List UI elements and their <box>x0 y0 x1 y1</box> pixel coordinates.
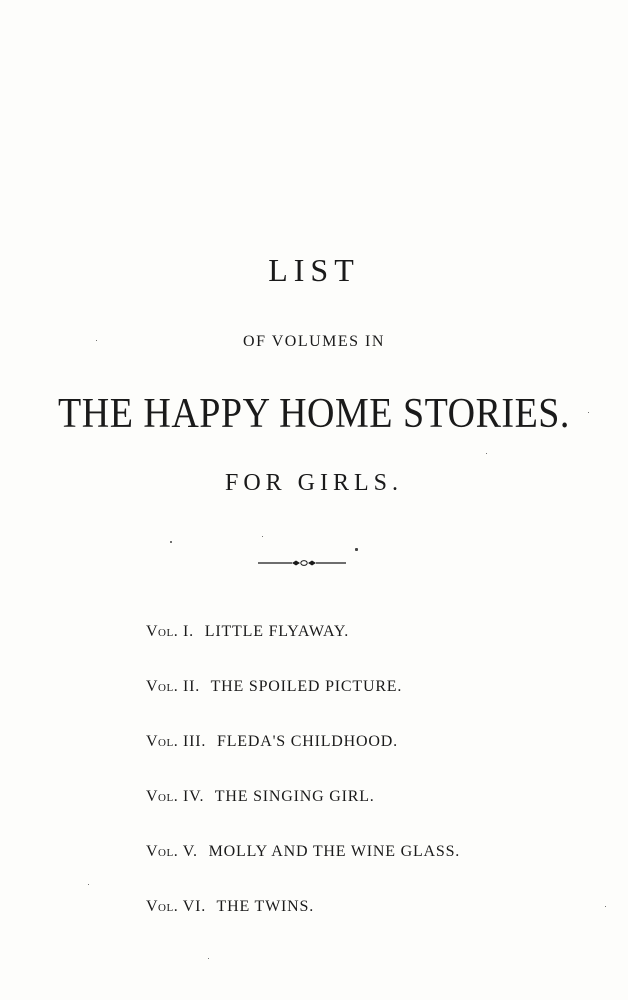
series-title: THE HAPPY HOME STORIES. <box>58 390 570 438</box>
volume-number: III. <box>183 733 207 750</box>
print-speck <box>486 453 487 454</box>
print-speck <box>208 958 209 959</box>
volume-list <box>146 620 616 950</box>
of-volumes-line: OF VOLUMES IN <box>243 333 385 350</box>
volume-prefix: Vol. <box>146 898 179 915</box>
divider-ornament-icon <box>258 556 348 570</box>
volume-item <box>146 730 616 785</box>
volume-prefix: Vol. <box>146 678 179 695</box>
volume-number: II. <box>183 678 201 695</box>
print-speck <box>355 548 358 551</box>
print-speck <box>170 541 172 543</box>
print-speck <box>96 340 97 341</box>
list-heading: LIST <box>268 252 360 288</box>
volume-item <box>146 675 616 730</box>
volume-title: THE SINGING GIRL. <box>214 788 375 805</box>
volume-prefix: Vol. <box>146 788 179 805</box>
volume-title: THE SPOILED PICTURE. <box>210 678 403 695</box>
volume-prefix: Vol. <box>146 733 179 750</box>
volume-prefix: Vol. <box>146 623 179 640</box>
volume-item <box>146 895 616 950</box>
volume-number: IV. <box>183 788 205 805</box>
print-speck <box>88 884 89 885</box>
volume-number: VI. <box>182 898 207 915</box>
print-speck <box>588 412 589 413</box>
volume-title: MOLLY AND THE WINE GLASS. <box>208 843 461 860</box>
volume-title: THE TWINS. <box>216 898 315 915</box>
volume-item <box>146 785 616 840</box>
volume-title: LITTLE FLYAWAY. <box>204 623 350 640</box>
volume-title: FLEDA'S CHILDHOOD. <box>217 733 398 750</box>
volume-item <box>146 620 616 675</box>
volume-prefix: Vol. <box>146 843 179 860</box>
print-speck <box>262 536 263 537</box>
volume-item <box>146 840 616 895</box>
print-speck <box>605 906 606 907</box>
series-subtitle: FOR GIRLS. <box>224 470 404 496</box>
volume-number: I. <box>183 623 194 640</box>
volume-number: V. <box>182 843 198 860</box>
